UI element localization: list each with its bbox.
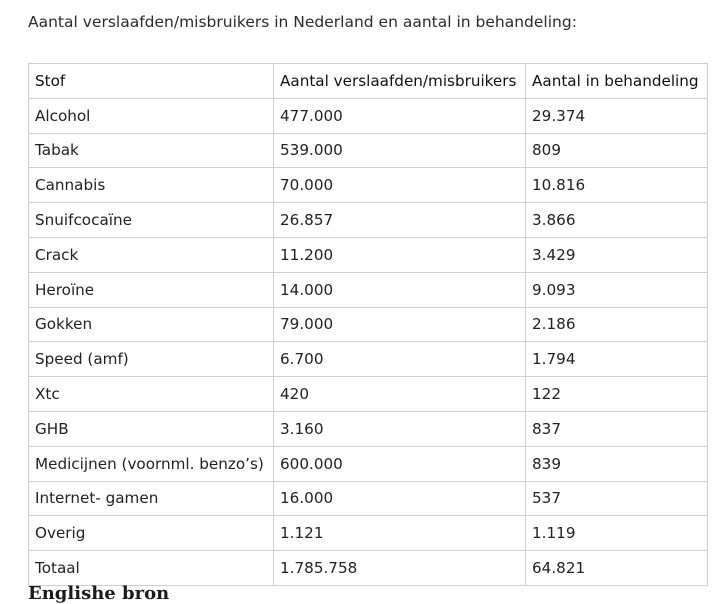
- cell-stof: Gokken: [29, 307, 274, 342]
- cell-behandeling: 64.821: [526, 551, 708, 586]
- table-row: [29, 342, 708, 377]
- cell-behandeling: 3.866: [526, 203, 708, 238]
- cell-stof: Totaal: [29, 551, 274, 586]
- cell-stof: Heroïne: [29, 272, 274, 307]
- table-row: [29, 168, 708, 203]
- cell-stof: Internet- gamen: [29, 481, 274, 516]
- cell-verslaafden: 16.000: [274, 481, 526, 516]
- table-row: [29, 446, 708, 481]
- next-heading-cutoff: [28, 583, 188, 604]
- table-header-row: [29, 64, 708, 99]
- cell-behandeling: 29.374: [526, 98, 708, 133]
- table-row: [29, 516, 708, 551]
- cell-verslaafden: 600.000: [274, 446, 526, 481]
- table-row: [29, 203, 708, 238]
- table-row: [29, 411, 708, 446]
- cell-verslaafden: 11.200: [274, 237, 526, 272]
- cell-stof: Speed (amf): [29, 342, 274, 377]
- cell-verslaafden: 1.785.758: [274, 551, 526, 586]
- cell-behandeling: 3.429: [526, 237, 708, 272]
- cell-stof: Alcohol: [29, 98, 274, 133]
- cell-behandeling: 837: [526, 411, 708, 446]
- table-row: [29, 133, 708, 168]
- cell-verslaafden: 477.000: [274, 98, 526, 133]
- cell-verslaafden: 539.000: [274, 133, 526, 168]
- table-row: [29, 481, 708, 516]
- column-header-verslaafden: Aantal verslaafden/misbruikers: [274, 64, 526, 99]
- cell-behandeling: 122: [526, 377, 708, 412]
- cell-behandeling: 10.816: [526, 168, 708, 203]
- cell-verslaafden: 3.160: [274, 411, 526, 446]
- cell-behandeling: 9.093: [526, 272, 708, 307]
- table-row: [29, 272, 708, 307]
- cell-behandeling: 1.119: [526, 516, 708, 551]
- cell-stof: Cannabis: [29, 168, 274, 203]
- cell-behandeling: 1.794: [526, 342, 708, 377]
- cell-verslaafden: 420: [274, 377, 526, 412]
- cell-behandeling: 809: [526, 133, 708, 168]
- cell-behandeling: 2.186: [526, 307, 708, 342]
- cell-verslaafden: 26.857: [274, 203, 526, 238]
- cell-stof: Crack: [29, 237, 274, 272]
- table-caption: Aantal verslaafden/misbruikers in Nederland en aantal in behandeling:: [28, 13, 577, 31]
- cell-stof: Snuifcocaïne: [29, 203, 274, 238]
- cell-verslaafden: 14.000: [274, 272, 526, 307]
- cell-behandeling: 839: [526, 446, 708, 481]
- cell-verslaafden: 70.000: [274, 168, 526, 203]
- table-row: [29, 98, 708, 133]
- table-row: [29, 551, 708, 586]
- cell-stof: Xtc: [29, 377, 274, 412]
- table-row: [29, 377, 708, 412]
- cell-verslaafden: 6.700: [274, 342, 526, 377]
- cell-verslaafden: 79.000: [274, 307, 526, 342]
- table-row: [29, 237, 708, 272]
- table-row: [29, 307, 708, 342]
- cell-stof: Overig: [29, 516, 274, 551]
- column-header-stof: Stof: [29, 64, 274, 99]
- cell-stof: Medicijnen (voornml. benzo’s): [29, 446, 274, 481]
- cell-stof: Tabak: [29, 133, 274, 168]
- next-heading-text: Englishe bron: [28, 583, 170, 604]
- cell-verslaafden: 1.121: [274, 516, 526, 551]
- column-header-behandeling: Aantal in behandeling: [526, 64, 708, 99]
- addiction-statistics-table: [28, 63, 708, 586]
- cell-stof: GHB: [29, 411, 274, 446]
- cell-behandeling: 537: [526, 481, 708, 516]
